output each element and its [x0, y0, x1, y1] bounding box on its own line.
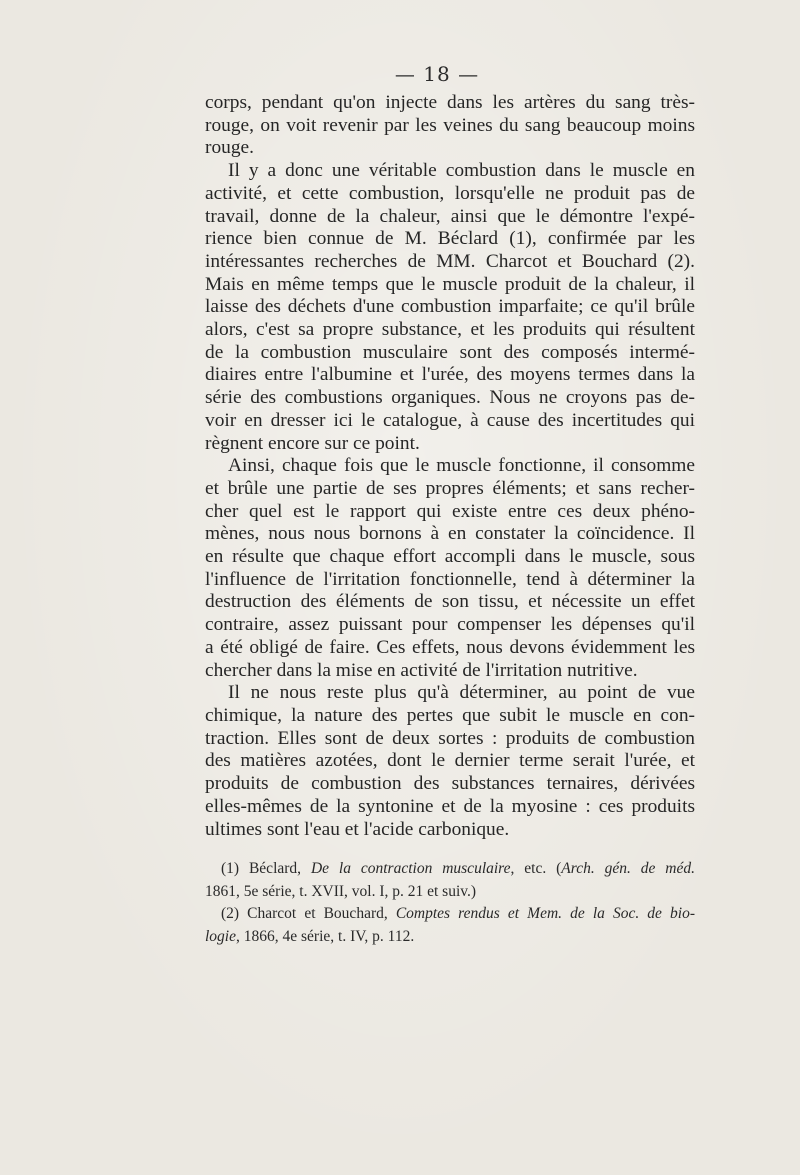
footnote-2-author: (2) Charcot et Bouchard,: [221, 905, 396, 922]
text-line: contraire, assez puissant pour compenser les dépenses qu'il: [205, 614, 695, 636]
text-line: a été obligé de faire. Ces effets, nous devons évidemment les: [205, 636, 695, 658]
text-line: travail, donne de la chaleur, ainsi que le démontre l'expé-: [205, 205, 695, 227]
text-line: cher quel est le rapport qui existe entre ces deux phéno-: [205, 500, 695, 522]
text-line: laisse des déchets d'une combustion imparfaite; ce qu'il brûle: [205, 296, 695, 318]
text-line: elles-mêmes de la syntonine et de la myosine : ces produits: [205, 795, 695, 817]
text-line: rience bien connue de M. Béclard (1), confirmée par les: [205, 228, 695, 250]
text-line: série des combustions organiques. Nous ne croyons pas de-: [205, 387, 695, 409]
text-line: diaires entre l'albumine et l'urée, des moyens termes dans la: [205, 364, 695, 386]
text-line: alors, c'est sa propre substance, et les produits qui résultent: [205, 319, 695, 341]
body-text: [205, 92, 695, 841]
text-line: produits de combustion des substances ternaires, dérivées: [205, 773, 695, 795]
footnote-2-title-end: logie: [205, 927, 236, 945]
text-line: des matières azotées, dont le dernier terme serait l'urée, et: [205, 750, 695, 772]
footnote-1-sep: , etc. (: [510, 860, 562, 877]
text-line: Il y a donc une véritable combustion dans le muscle en: [228, 160, 695, 182]
text-line: chercher dans la mise en activité de l'irritation nutritive.: [205, 659, 638, 681]
text-line: voir en dresser ici le catalogue, à cause des incertitudes qui: [205, 409, 695, 431]
footnote-2-line-2: [205, 926, 695, 949]
text-line: rouge.: [205, 137, 254, 159]
footnote-1-line-1: [205, 858, 695, 881]
footnote-2-title: Comptes rendus et Mem. de la Soc. de bio-: [395, 905, 695, 922]
text-line: destruction des éléments de son tissu, et nécessite un effet: [205, 591, 695, 613]
footnote-1-journal: Arch. gén. de méd.: [561, 860, 695, 877]
footnote-1-author: (1) Béclard,: [221, 860, 311, 877]
text-line: l'influence de l'irritation fonctionnelle, tend à déterminer la: [205, 568, 695, 590]
text-line: activité, et cette combustion, lorsqu'elle ne produit pas de: [205, 182, 695, 204]
text-line: Il ne nous reste plus qu'à déterminer, au point de vue: [228, 682, 695, 704]
footnote-1-line-2: 1861, 5e série, t. XVII, vol. I, p. 21 et suiv.): [205, 882, 477, 900]
text-line: corps, pendant qu'on injecte dans les artères du sang très-: [205, 92, 695, 113]
text-line: ultimes sont l'eau et l'acide carbonique.: [205, 818, 510, 840]
footnote-1-title: De la contraction musculaire: [310, 860, 511, 877]
text-line: mènes, nous nous bornons à en constater la coïncidence. Il: [205, 523, 695, 545]
text-line: rouge, on voit revenir par les veines du sang beaucoup moins: [205, 114, 695, 136]
text-line: règnent encore sur ce point.: [205, 432, 420, 454]
page-number: — 18 —: [394, 62, 480, 86]
text-line: de la combustion musculaire sont des composés intermé-: [205, 341, 695, 363]
footnote-2-line-1: [205, 903, 695, 926]
text-line: traction. Elles sont de deux sortes : produits de combustion: [205, 727, 695, 749]
footnotes: [205, 858, 695, 948]
text-line: Mais en même temps que le muscle produit de la chaleur, il: [205, 273, 695, 295]
text-line: et brûle une partie de ses propres éléments; et sans recher-: [205, 477, 695, 499]
footnote-2-ref: , 1866, 4e série, t. IV, p. 112.: [236, 927, 415, 945]
text-line: chimique, la nature des pertes que subit le muscle en con-: [205, 704, 695, 726]
text-line: Ainsi, chaque fois que le muscle fonctionne, il consomme: [228, 455, 695, 477]
text-line: intéressantes recherches de MM. Charcot et Bouchard (2).: [205, 250, 695, 272]
text-line: en résulte que chaque effort accompli dans le muscle, sous: [205, 546, 695, 568]
